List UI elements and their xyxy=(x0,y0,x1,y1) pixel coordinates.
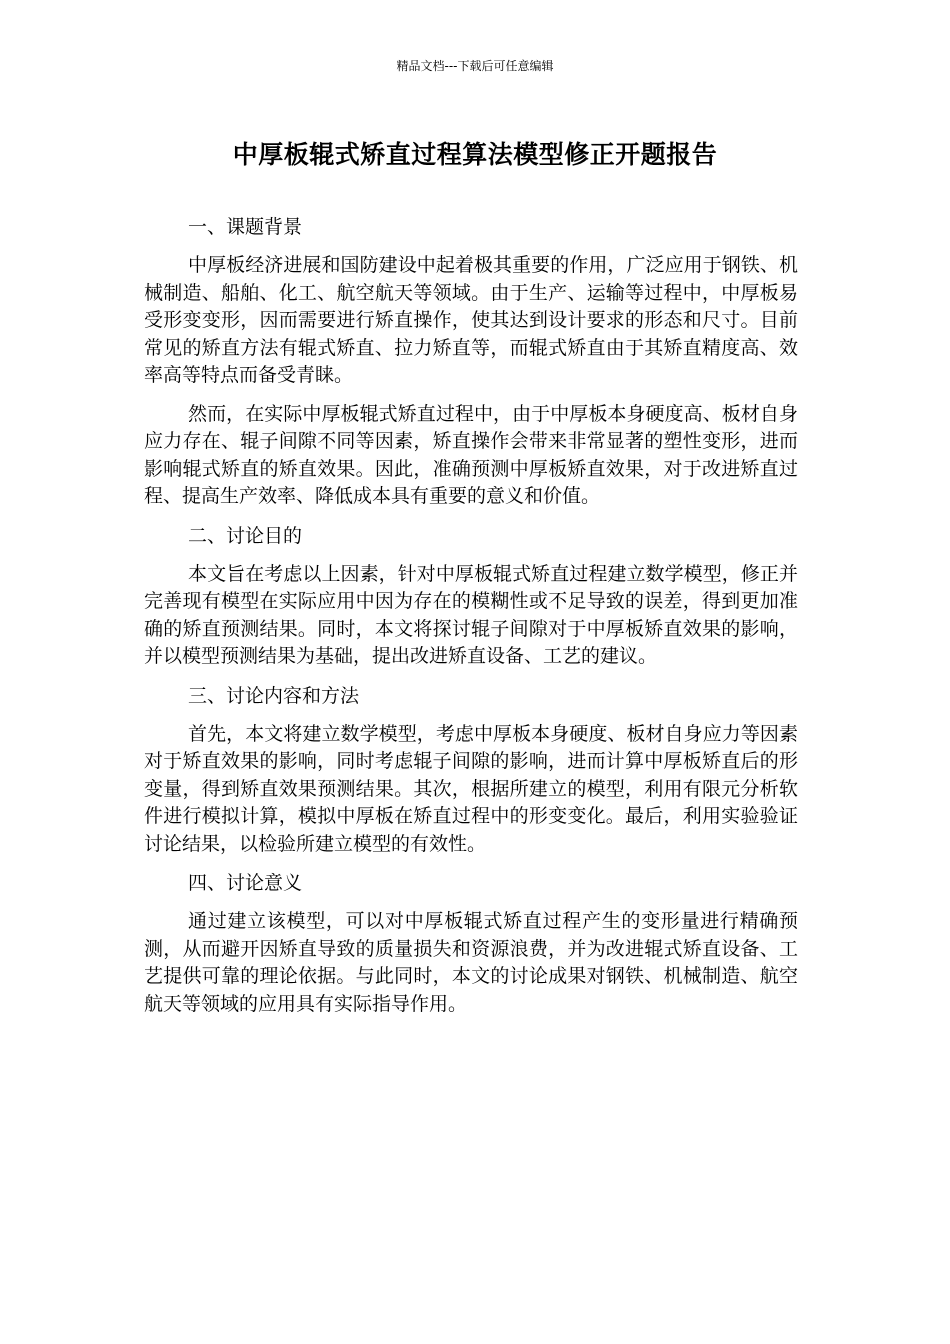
section-heading: 二、讨论目的 xyxy=(188,524,303,547)
section-heading: 三、讨论内容和方法 xyxy=(188,684,360,707)
paragraph: 中厚板经济进展和国防建设中起着极其重要的作用，广泛应用于钢铁、机械制造、船舶、化工、航空航天等领域。由于生产、运输等过程中，中厚板易受形变变形，因而需要进行矫直操作，使其达到设计要求的形态和尺寸。目前常见的矫直方法有辊式矫直、拉力矫直等，而辊式矫直由于其矫直精度高、效率高等特点而备受青睐。 xyxy=(144,254,798,386)
section-heading: 四、讨论意义 xyxy=(188,872,303,894)
document-body xyxy=(144,213,798,1029)
section-significance xyxy=(144,869,798,1018)
section-content-methods xyxy=(144,682,798,859)
section-background xyxy=(144,213,798,511)
paragraph: 然而，在实际中厚板辊式矫直过程中，由于中厚板本身硬度高、板材自身应力存在、辊子间隙不同等因素，矫直操作会带来非常显著的塑性变形，进而影响辊式矫直的矫直效果。因此，准确预测中厚板矫直效果，对于改进矫直过程、提高生产效率、降低成本具有重要的意义和价值。 xyxy=(144,402,798,507)
paragraph: 通过建立该模型，可以对中厚板辊式矫直过程产生的变形量进行精确预测，从而避开因矫直导致的质量损失和资源浪费，并为改进辊式矫直设备、工艺提供可靠的理论依据。与此同时，本文的讨论成果对钢铁、机械制造、航空航天等领域的应用具有实际指导作用。 xyxy=(144,910,798,1015)
section-purpose xyxy=(144,522,798,671)
paragraph: 本文旨在考虑以上因素，针对中厚板辊式矫直过程建立数学模型，修正并完善现有模型在实际应用中因为存在的模糊性或不足导致的误差，得到更加准确的矫直预测结果。同时，本文将探讨辊子间隙对于中厚板矫直效果的影响，并以模型预测结果为基础，提出改进矫直设备、工艺的建议。 xyxy=(144,562,798,667)
paragraph: 首先，本文将建立数学模型，考虑中厚板本身硬度、板材自身应力等因素对于矫直效果的影响，同时考虑辊子间隙的影响，进而计算中厚板矫直后的形变量，得到矫直效果预测结果。其次，根据所建立的模型，利用有限元分析软件进行模拟计算，模拟中厚板在矫直过程中的形变变化。最后，利用实验验证讨论结果，以检验所建立模型的有效性。 xyxy=(144,722,798,855)
document-title: 中厚板辊式矫直过程算法模型修正开题报告 xyxy=(232,140,718,169)
header-note: 精品文档---下载后可任意编辑 xyxy=(396,59,554,73)
section-heading: 一、课题背景 xyxy=(188,216,303,238)
